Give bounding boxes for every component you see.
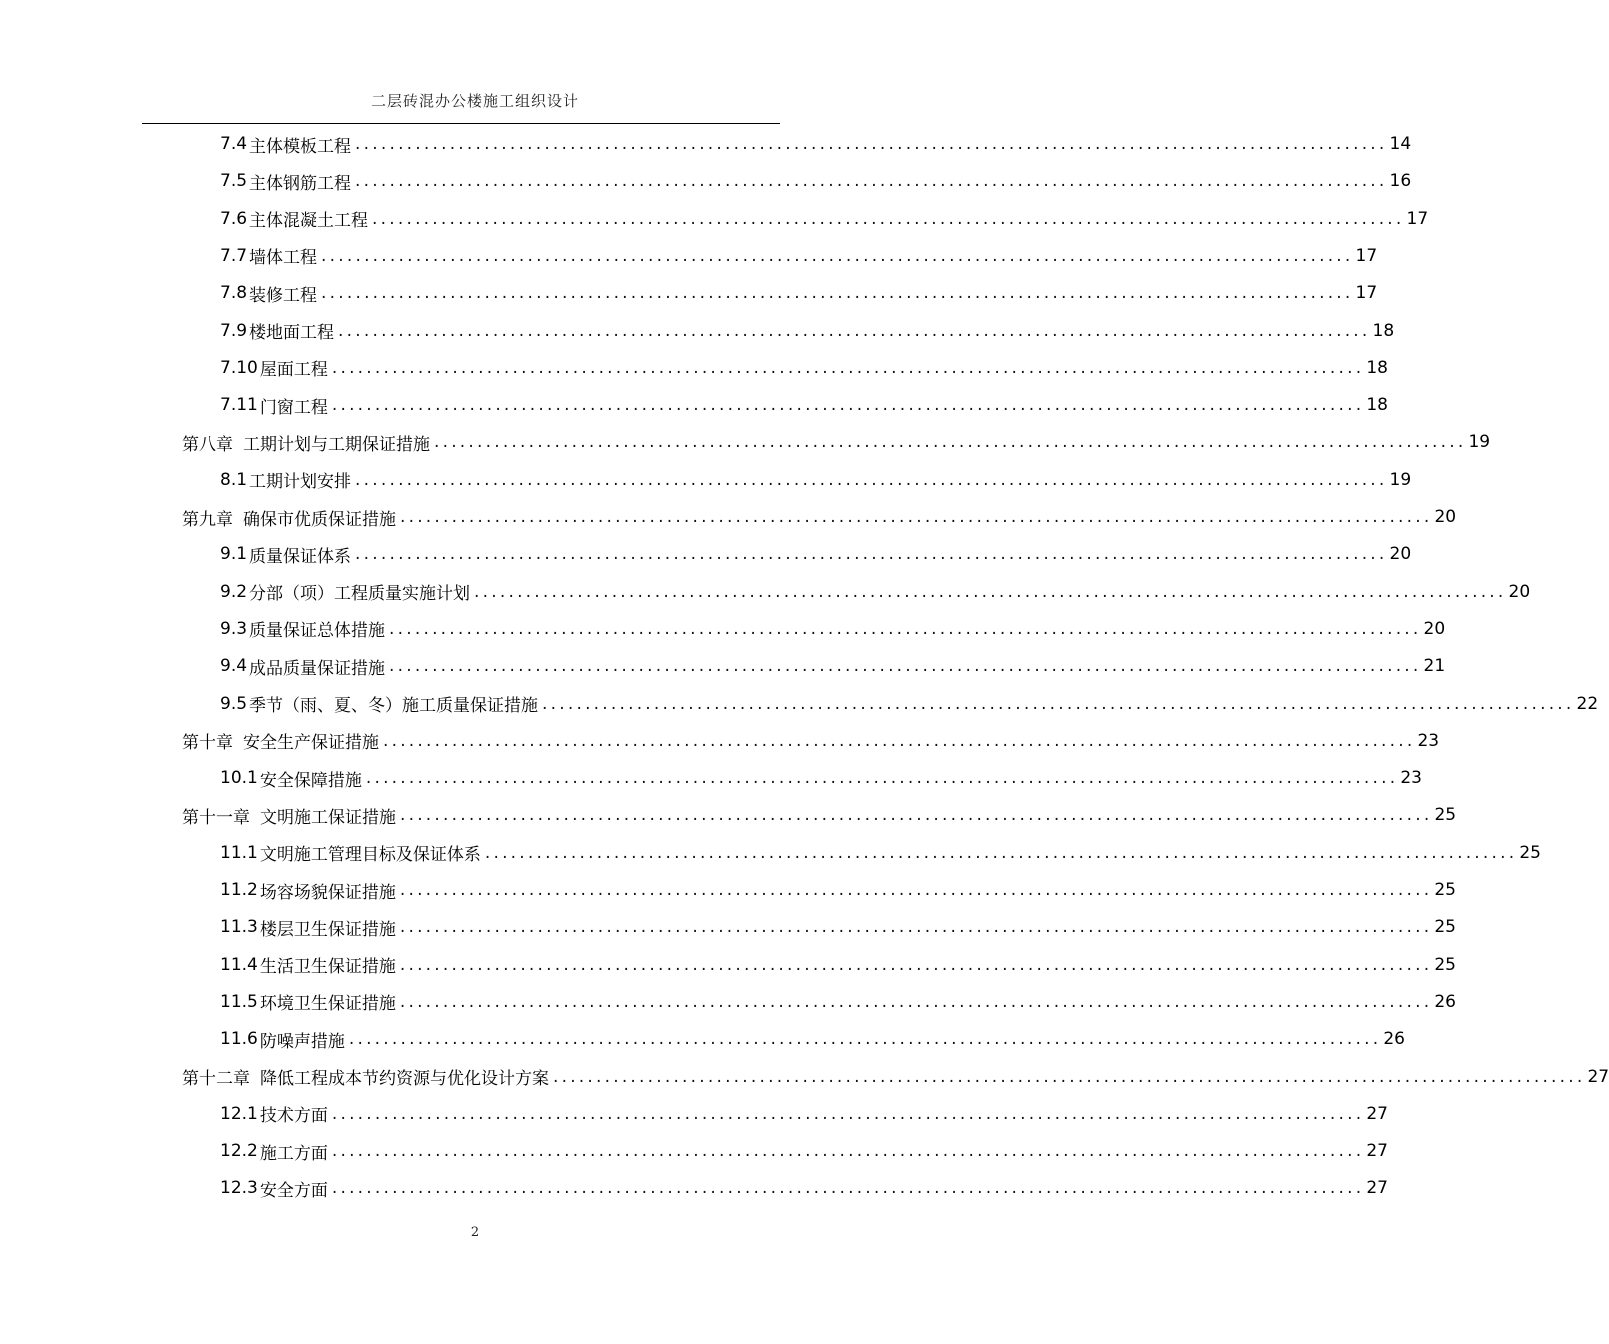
toc-entry-page: 23 bbox=[1417, 730, 1440, 751]
toc-section-entry[interactable] bbox=[220, 578, 1531, 606]
toc-entry-page: 27 bbox=[1587, 1066, 1609, 1087]
toc-dot-leader: ........................................................................................................................ bbox=[399, 954, 1433, 975]
toc-entry-title: 季节（雨、夏、冬）施工质量保证措施 bbox=[249, 696, 539, 716]
toc-dot-leader: ........................................................................................................................ bbox=[399, 917, 1433, 938]
toc-entry-page: 20 bbox=[1434, 507, 1457, 527]
toc-entry-number: 7.9 bbox=[220, 320, 248, 341]
toc-section-entry[interactable] bbox=[220, 839, 1541, 867]
toc-entry-page: 20 bbox=[1423, 618, 1446, 639]
toc-section-entry[interactable] bbox=[220, 167, 1412, 195]
toc-dot-leader: ........................................................................................................................ bbox=[434, 432, 1467, 453]
toc-entry-title: 主体钢筋工程 bbox=[249, 173, 352, 194]
toc-entry-page: 26 bbox=[1383, 1029, 1405, 1050]
toc-entry-number: 9.2 bbox=[220, 581, 248, 602]
toc-dot-leader: ........................................................................................................................ bbox=[321, 245, 1354, 266]
toc-entry-number: 第八章 bbox=[182, 434, 233, 455]
toc-entry-page: 22 bbox=[1576, 693, 1599, 714]
toc-entry-number: 11.5 bbox=[220, 991, 258, 1012]
toc-entry-page: 27 bbox=[1366, 1178, 1388, 1199]
toc-entry-number: 7.5 bbox=[220, 171, 248, 192]
toc-entry-number: 12.2 bbox=[220, 1141, 258, 1162]
toc-dot-leader: ........................................................................................................................ bbox=[331, 395, 1365, 416]
toc-section-entry[interactable] bbox=[220, 615, 1446, 643]
toc-entry-number: 8.1 bbox=[220, 469, 248, 490]
toc-dot-leader: ........................................................................................................................ bbox=[355, 134, 1388, 154]
toc-entry-title: 楼地面工程 bbox=[249, 323, 335, 343]
toc-dot-leader: ........................................................................................................................ bbox=[331, 357, 1365, 378]
toc-entry-number: 第十二章 bbox=[182, 1069, 250, 1089]
toc-dot-leader: ........................................................................................................................ bbox=[365, 768, 1399, 789]
toc-section-entry[interactable] bbox=[220, 279, 1378, 307]
toc-entry-number: 12.3 bbox=[220, 1178, 258, 1199]
toc-section-entry[interactable] bbox=[220, 354, 1388, 382]
toc-chapter-entry[interactable] bbox=[182, 727, 1440, 755]
toc-entry-title: 安全生产保证措施 bbox=[243, 733, 379, 754]
toc-dot-leader: ........................................................................................................................ bbox=[331, 1141, 1365, 1162]
toc-entry-title: 文明施工保证措施 bbox=[260, 807, 396, 828]
toc-entry-page: 27 bbox=[1366, 1103, 1388, 1124]
toc-section-entry[interactable] bbox=[220, 391, 1388, 419]
toc-entry-title: 降低工程成本节约资源与优化设计方案 bbox=[260, 1069, 549, 1089]
toc-entry-page: 16 bbox=[1389, 171, 1412, 192]
toc-entry-number: 11.1 bbox=[220, 842, 258, 863]
toc-entry-page: 25 bbox=[1434, 917, 1456, 938]
toc-entry-title: 安全方面 bbox=[259, 1180, 328, 1201]
toc-section-entry[interactable] bbox=[220, 317, 1395, 345]
toc-dot-leader: ........................................................................................................................ bbox=[484, 842, 1518, 863]
toc-entry-number: 12.1 bbox=[220, 1103, 258, 1124]
toc-chapter-entry[interactable] bbox=[182, 428, 1491, 456]
toc-entry-title: 质量保证体系 bbox=[249, 546, 352, 567]
toc-entry-title: 场容场貌保证措施 bbox=[259, 882, 396, 903]
toc-entry-page: 19 bbox=[1468, 432, 1491, 453]
toc-entry-title: 环境卫生保证措施 bbox=[259, 994, 396, 1015]
toc-entry-page: 17 bbox=[1355, 245, 1378, 266]
toc-entry-number: 9.4 bbox=[220, 656, 248, 677]
toc-entry-number: 第十一章 bbox=[182, 807, 250, 828]
toc-chapter-entry[interactable] bbox=[182, 503, 1457, 531]
toc-section-entry[interactable] bbox=[220, 951, 1456, 979]
toc-dot-leader: ........................................................................................................................ bbox=[338, 320, 1371, 341]
toc-section-entry[interactable] bbox=[220, 1174, 1388, 1202]
toc-entry-page: 17 bbox=[1406, 208, 1429, 229]
toc-entry-number: 第十章 bbox=[182, 733, 233, 754]
header-divider bbox=[142, 123, 780, 124]
toc-dot-leader: ........................................................................................................................ bbox=[389, 618, 1422, 639]
toc-entry-number: 7.8 bbox=[220, 283, 248, 304]
toc-section-entry[interactable] bbox=[220, 988, 1456, 1016]
toc-entry-title: 成品质量保证措施 bbox=[249, 658, 386, 679]
toc-entry-page: 18 bbox=[1366, 395, 1388, 416]
toc-dot-leader: ........................................................................................................................ bbox=[321, 283, 1354, 304]
toc-dot-leader: ........................................................................................................................ bbox=[389, 656, 1422, 677]
toc-entry-page: 25 bbox=[1519, 842, 1541, 863]
toc-section-entry[interactable] bbox=[220, 540, 1412, 568]
toc-dot-leader: ........................................................................................................................ bbox=[355, 171, 1388, 192]
toc-entry-number: 11.6 bbox=[220, 1029, 258, 1050]
toc-dot-leader: ........................................................................................................................ bbox=[355, 469, 1388, 490]
page-header-title: 二层砖混办公楼施工组织设计 bbox=[370, 92, 579, 110]
toc-entry-title: 主体混凝土工程 bbox=[249, 211, 369, 232]
toc-entry-page: 19 bbox=[1389, 469, 1412, 490]
toc-entry-title: 工期计划与工期保证措施 bbox=[243, 434, 430, 455]
toc-dot-leader: ........................................................................................................................ bbox=[400, 507, 1433, 527]
toc-entry-number: 11.2 bbox=[220, 880, 258, 900]
toc-entry-title: 施工方面 bbox=[259, 1143, 328, 1164]
toc-entry-number: 7.7 bbox=[220, 245, 248, 266]
toc-section-entry[interactable] bbox=[220, 130, 1412, 158]
toc-section-entry[interactable] bbox=[220, 242, 1378, 270]
toc-entry-page: 26 bbox=[1434, 991, 1456, 1012]
toc-dot-leader: ........................................................................................................................ bbox=[399, 991, 1433, 1012]
toc-entry-title: 楼层卫生保证措施 bbox=[259, 919, 396, 940]
toc-entry-title: 质量保证总体措施 bbox=[249, 621, 386, 642]
toc-entry-number: 9.1 bbox=[220, 544, 248, 565]
toc-dot-leader: ........................................................................................................................ bbox=[355, 544, 1388, 565]
toc-entry-page: 23 bbox=[1400, 768, 1422, 789]
toc-dot-leader: ........................................................................................................................ bbox=[372, 208, 1405, 229]
toc-entry-page: 17 bbox=[1355, 283, 1378, 304]
toc-entry-title: 技术方面 bbox=[259, 1106, 328, 1127]
toc-entry-number: 7.4 bbox=[220, 134, 248, 154]
page-number: 2 bbox=[470, 1225, 480, 1240]
toc-section-entry[interactable] bbox=[220, 690, 1599, 718]
toc-entry-page: 21 bbox=[1423, 656, 1446, 677]
toc-dot-leader: ........................................................................................................................ bbox=[348, 1029, 1382, 1050]
toc-entry-page: 27 bbox=[1366, 1141, 1388, 1162]
toc-entry-title: 墙体工程 bbox=[249, 248, 318, 269]
toc-dot-leader: ........................................................................................................................ bbox=[331, 1178, 1365, 1199]
toc-entry-number: 9.5 bbox=[220, 693, 248, 714]
toc-entry-page: 25 bbox=[1434, 805, 1457, 826]
toc-section-entry[interactable] bbox=[220, 652, 1446, 680]
toc-section-entry[interactable] bbox=[220, 876, 1456, 904]
toc-entry-page: 14 bbox=[1389, 134, 1412, 154]
toc-dot-leader: ........................................................................................................................ bbox=[474, 581, 1507, 602]
toc-dot-leader: ........................................................................................................................ bbox=[553, 1066, 1586, 1087]
toc-entry-number: 7.11 bbox=[220, 395, 258, 416]
toc-entry-title: 主体模板工程 bbox=[249, 136, 352, 157]
toc-entry-page: 25 bbox=[1434, 954, 1456, 975]
toc-entry-title: 工期计划安排 bbox=[249, 472, 352, 493]
toc-entry-number: 11.3 bbox=[220, 917, 258, 938]
toc-entry-number: 9.3 bbox=[220, 618, 248, 639]
toc-entry-title: 确保市优质保证措施 bbox=[243, 509, 396, 530]
toc-section-entry[interactable] bbox=[220, 466, 1412, 494]
toc-chapter-entry[interactable] bbox=[182, 1063, 1609, 1091]
toc-entry-number: 7.6 bbox=[220, 208, 248, 229]
toc-entry-number: 11.4 bbox=[220, 954, 258, 975]
toc-entry-title: 防噪声措施 bbox=[259, 1031, 345, 1052]
toc-entry-title: 门窗工程 bbox=[259, 397, 328, 418]
toc-entry-title: 屋面工程 bbox=[259, 360, 328, 381]
toc-entry-number: 10.1 bbox=[220, 768, 258, 789]
toc-section-entry[interactable] bbox=[220, 764, 1422, 792]
toc-dot-leader: ........................................................................................................................ bbox=[399, 880, 1433, 900]
toc-entry-page: 18 bbox=[1372, 320, 1395, 341]
toc-entry-title: 装修工程 bbox=[249, 285, 318, 306]
toc-section-entry[interactable] bbox=[220, 1100, 1388, 1128]
toc-chapter-entry[interactable] bbox=[182, 801, 1457, 829]
toc-section-entry[interactable] bbox=[220, 1137, 1388, 1165]
toc-section-entry[interactable] bbox=[220, 205, 1429, 233]
toc-entry-page: 25 bbox=[1434, 880, 1456, 900]
toc-dot-leader: ........................................................................................................................ bbox=[331, 1103, 1365, 1124]
toc-entry-page: 20 bbox=[1508, 581, 1531, 602]
toc-entry-title: 生活卫生保证措施 bbox=[259, 957, 396, 978]
toc-entry-title: 文明施工管理目标及保证体系 bbox=[259, 845, 481, 866]
toc-section-entry[interactable] bbox=[220, 913, 1456, 941]
toc-dot-leader: ........................................................................................................................ bbox=[400, 805, 1433, 826]
toc-entry-number: 第九章 bbox=[182, 509, 233, 530]
toc-dot-leader: ........................................................................................................................ bbox=[542, 693, 1575, 714]
toc-entry-page: 18 bbox=[1366, 357, 1388, 378]
toc-section-entry[interactable] bbox=[220, 1025, 1405, 1053]
toc-entry-title: 安全保障措施 bbox=[259, 770, 362, 791]
toc-entry-page: 20 bbox=[1389, 544, 1412, 565]
toc-entry-title: 分部（项）工程质量实施计划 bbox=[249, 584, 471, 605]
toc-dot-leader: ........................................................................................................................ bbox=[383, 730, 1416, 751]
toc-entry-number: 7.10 bbox=[220, 357, 258, 378]
